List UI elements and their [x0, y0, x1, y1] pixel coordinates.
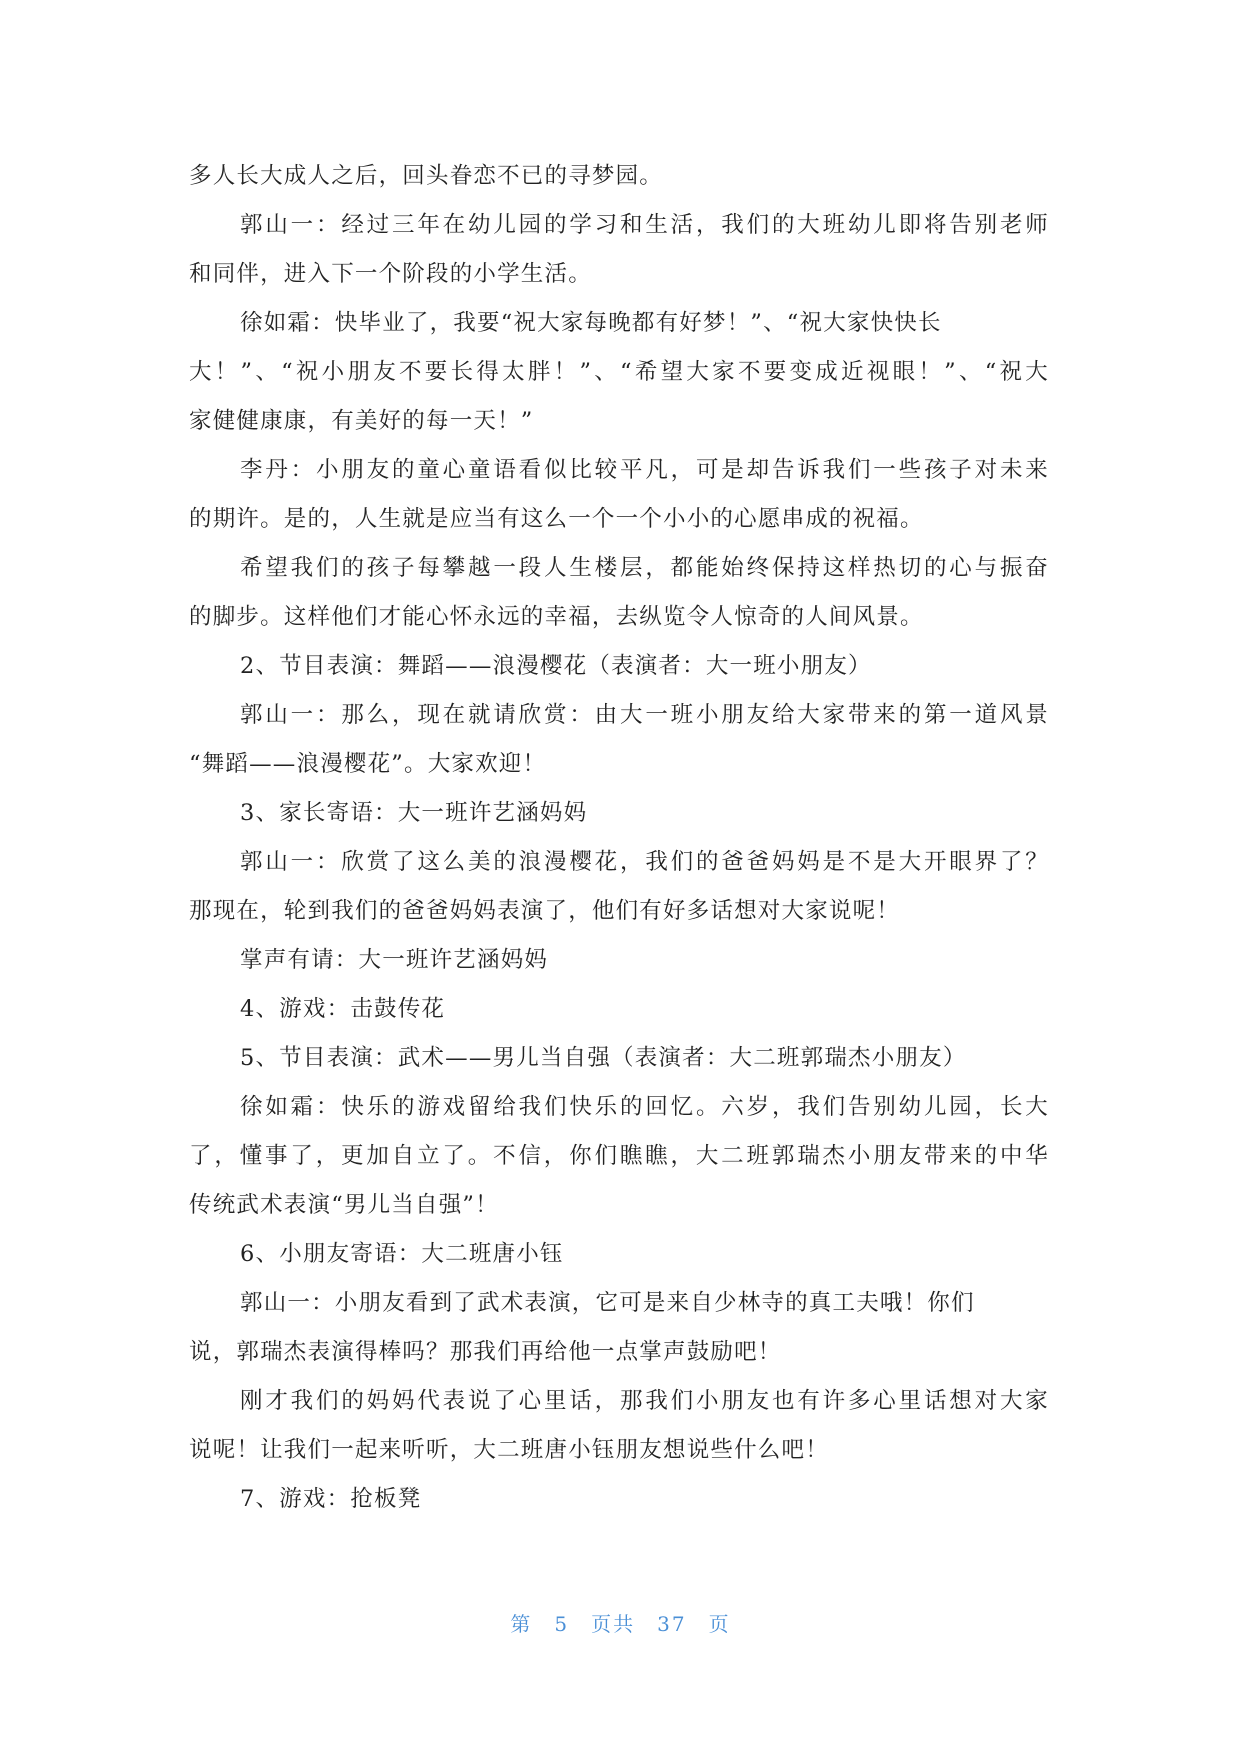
footer-current-page: 5 [554, 1612, 570, 1636]
text-line: 说呢！让我们一起来听听，大二班唐小钰朋友想说些什么吧！ [189, 1437, 829, 1463]
text-line: 了，懂事了，更加自立了。不信，你们瞧瞧，大二班郭瑞杰小朋友带来的中华 [189, 1143, 1049, 1169]
text-line: 3、家长寄语：大一班许艺涵妈妈 [240, 800, 588, 826]
page-footer [0, 1608, 1241, 1637]
text-line: 徐如霜：快毕业了，我要“祝大家每晚都有好梦！”、“祝大家快快长 [240, 310, 942, 336]
text-line: 传统武术表演“男儿当自强”！ [189, 1192, 499, 1218]
text-line: 郭山一：小朋友看到了武术表演，它可是来自少林寺的真工夫哦！你们 [240, 1290, 975, 1316]
text-line: 的期许。是的，人生就是应当有这么一个一个小小的心愿串成的祝福。 [189, 506, 924, 532]
text-line: 4、游戏：击鼓传花 [240, 996, 446, 1022]
text-line: 的脚步。这样他们才能心怀永远的幸福，去纵览令人惊奇的人间风景。 [189, 604, 924, 630]
text-line: 和同伴，进入下一个阶段的小学生活。 [189, 261, 592, 287]
footer-middle: 页共 [591, 1612, 636, 1636]
text-line: 徐如霜：快乐的游戏留给我们快乐的回忆。六岁，我们告别幼儿园，长大 [240, 1094, 1049, 1120]
body-text [189, 152, 1049, 1524]
text-line: 那现在，轮到我们的爸爸妈妈表演了，他们有好多话想对大家说呢！ [189, 898, 901, 924]
text-line: 刚才我们的妈妈代表说了心里话，那我们小朋友也有许多心里话想对大家 [240, 1388, 1049, 1414]
footer-suffix: 页 [708, 1612, 731, 1636]
footer-total-pages: 37 [657, 1612, 687, 1636]
text-line: 郭山一：那么，现在就请欣赏：由大一班小朋友给大家带来的第一道风景 [240, 702, 1049, 728]
text-line: 多人长大成人之后，回头眷恋不已的寻梦园。 [189, 163, 664, 189]
text-line: 希望我们的孩子每攀越一段人生楼层，都能始终保持这样热切的心与振奋 [240, 555, 1049, 581]
text-line: 2、节目表演：舞蹈——浪漫樱花（表演者：大一班小朋友） [240, 653, 872, 679]
text-line: 大！”、“祝小朋友不要长得太胖！”、“希望大家不要变成近视眼！”、“祝大 [189, 359, 1049, 385]
text-line: “舞蹈——浪漫樱花”。大家欢迎！ [189, 751, 547, 777]
text-line: 郭山一：经过三年在幼儿园的学习和生活，我们的大班幼儿即将告别老师 [240, 212, 1049, 238]
text-line: 李丹：小朋友的童心童语看似比较平凡，可是却告诉我们一些孩子对未来 [240, 457, 1049, 483]
footer-prefix: 第 [510, 1612, 533, 1636]
text-line: 7、游戏：抢板凳 [240, 1486, 422, 1512]
text-line: 6、小朋友寄语：大二班唐小钰 [240, 1241, 564, 1267]
text-line: 郭山一：欣赏了这么美的浪漫樱花，我们的爸爸妈妈是不是大开眼界了？ [240, 849, 1049, 875]
text-line: 掌声有请：大一班许艺涵妈妈 [240, 947, 549, 973]
text-line: 说，郭瑞杰表演得棒吗？那我们再给他一点掌声鼓励吧！ [189, 1339, 782, 1365]
text-line: 家健健康康，有美好的每一天！” [189, 408, 534, 434]
text-line: 5、节目表演：武术——男儿当自强（表演者：大二班郭瑞杰小朋友） [240, 1045, 967, 1071]
